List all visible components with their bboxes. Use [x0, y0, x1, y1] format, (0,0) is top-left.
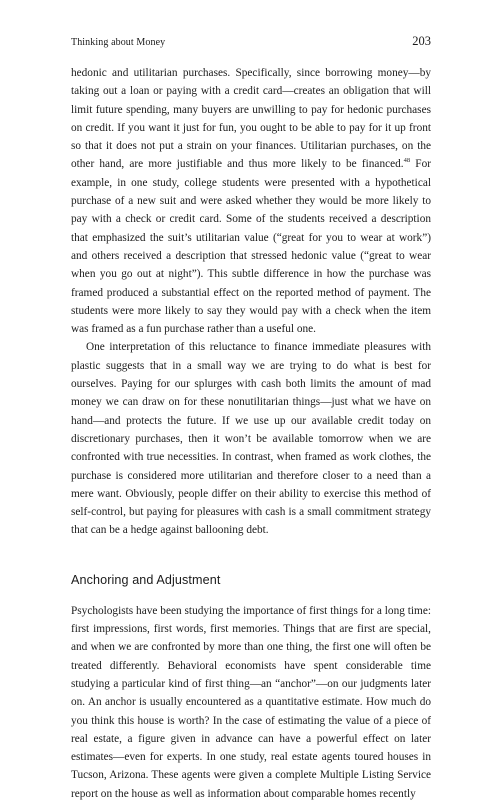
section-heading: Anchoring and Adjustment: [71, 572, 221, 587]
endnote-reference[interactable]: 48: [403, 157, 411, 165]
body-paragraph: [71, 64, 431, 338]
body-paragraph: One interpretation of this reluctance to finance immediate pleasures with plastic suggests that in a small way we are trying to do what is best for ourselves. Paying for our splurges with cash both limits the amount of mad money we can draw on for these nonutilitarian things—just what we have on hand—and protects the future. If we use up our available credit today on discretionary purchases, then it won’t be available tomorrow when we are confronted with true necessities. In contrast, when framed as work clothes, the purchase is considered more utilitarian and therefore closer to a need than a mere want. Obviously, people differ on their ability to exercise this method of self-control, but paying for pleasures with cash is a small commitment strategy that can be a hedge against ballooning debt.: [71, 341, 431, 537]
book-page: [71, 34, 431, 803]
paragraph-text: hedonic and utilitarian purchases. Specifically, since borrowing money—by taking out a loan or paying with a credit card—creates an obligation that will limit future spending, many buyers are unwilling to pay for hedonic purchases on credit. If you want it just for fun, you ought to be able to pay for it up front so that it does not put a strain on your finances. Utilitarian purchases, on the other hand, are more justifiable and thus more likely to be financed.: [71, 67, 431, 171]
page-number: 203: [412, 34, 431, 48]
running-head-title: Thinking about Money: [71, 37, 166, 48]
running-head: [71, 34, 431, 52]
body-paragraph: Psychologists have been studying the importance of first things for a long time: first impressions, first words, first memories. Things that are first are special, and when we are confronted by more than one thing, the first one will often be treated differently. Behavioral economists have spent considerable time studying a particular kind of first thing—an “anchor”—on our judgments later on. An anchor is usually encountered as a quantitative estimate. How much do you think this house is worth? In the case of estimating the value of a piece of real estate, a figure given in advance can have a powerful effect on later estimates—even for experts. In one study, real estate agents toured houses in Tucson, Arizona. These agents were given a complete Multiple Listing Service report on the house as well as information about comparable homes recently: [71, 604, 431, 800]
paragraph-text: For example, in one study, college students were presented with a hypothetical purchase of a new suit and were asked whether they would be more likely to pay with a check or credit card. Some of the students received a description that emphasized the suit’s utilitarian value (“great for you to wear at work”) and others received a description that stressed hedonic value (“great to wear when you go out at night”). This subtle difference in how the purchase was framed produced a substantial effect on the reported method of payment. The students were more likely to say they would pay with a check when the item was framed as a fun purchase rather than a useful one.: [71, 158, 431, 336]
